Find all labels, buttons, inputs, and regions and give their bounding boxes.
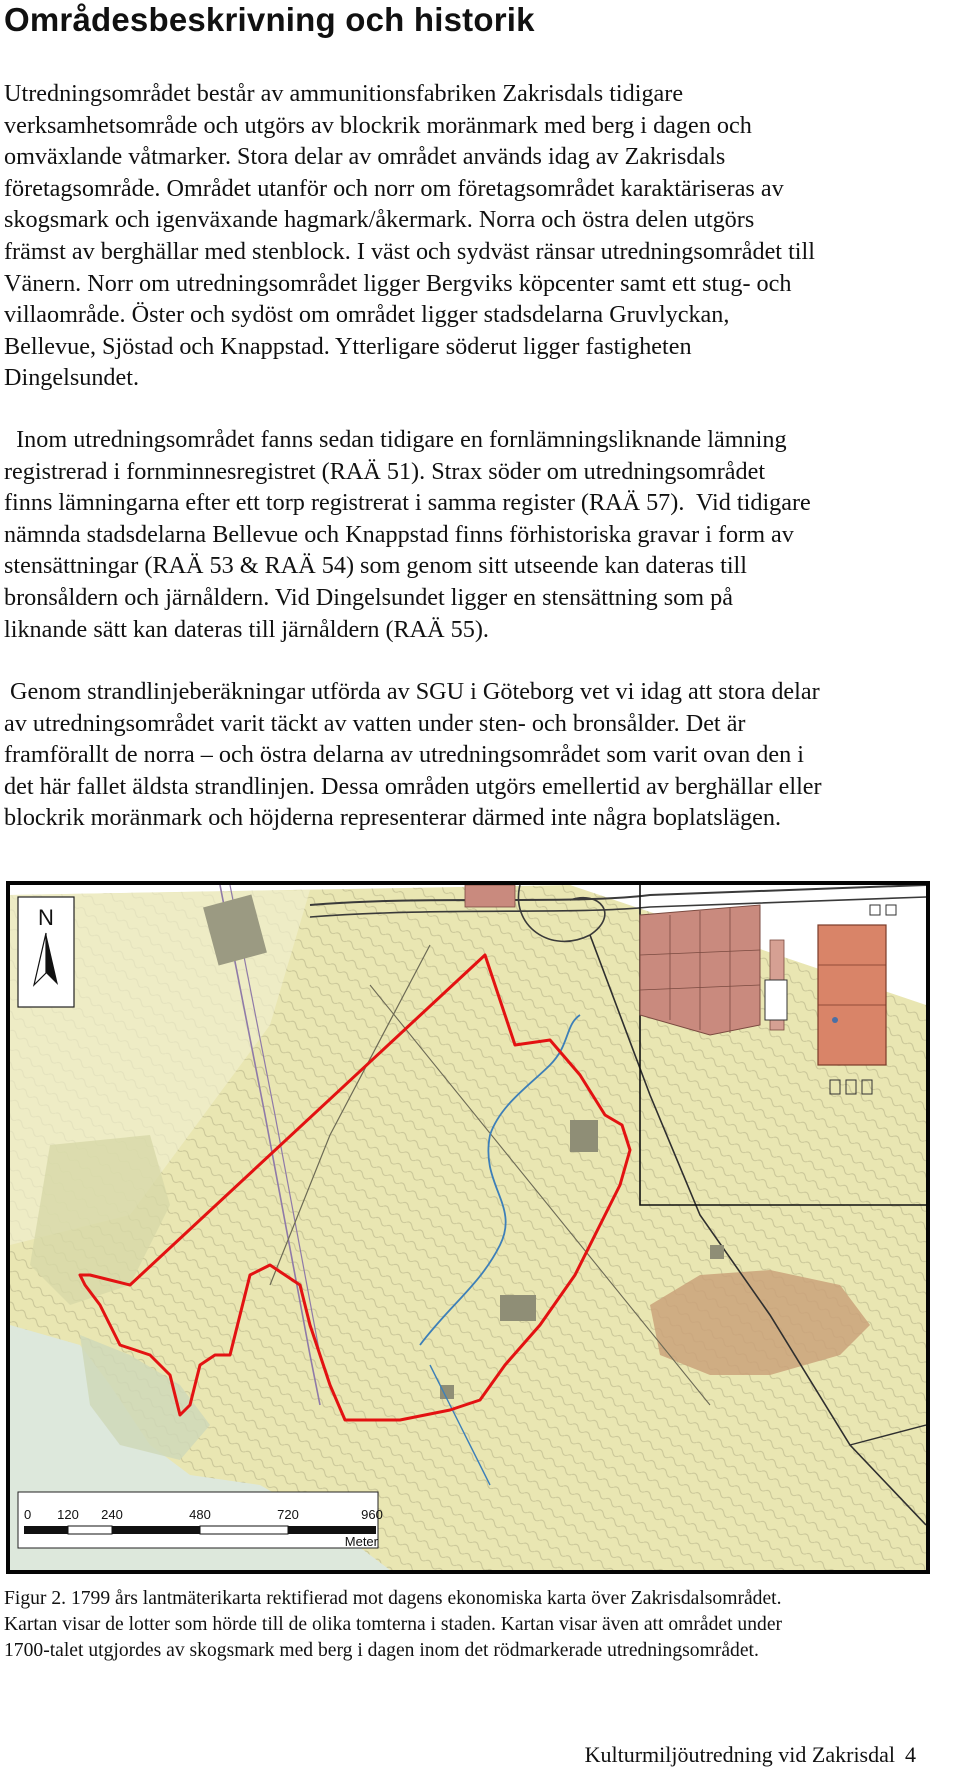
scale-tick-label: 0: [24, 1507, 32, 1522]
footer-title: Kulturmiljöutredning vid Zakrisdal: [584, 1742, 895, 1767]
scale-unit-label: Meter: [344, 1534, 378, 1549]
map-canvas: [10, 885, 926, 1570]
text-line: skogsmark och igenväxande hagmark/åkermark. Norra och östra delen utgörs: [4, 206, 755, 234]
scale-tick-label: 720: [277, 1507, 299, 1522]
scale-tick-label: 240: [101, 1507, 123, 1522]
paragraph-ancient-remains: [4, 424, 958, 645]
north-label: N: [38, 905, 54, 930]
highlighted-buildings: [818, 925, 886, 1065]
scale-tick-label: 120: [57, 1507, 79, 1522]
text-line: liknande sätt kan dateras till järnåldern (RAÄ 55).: [4, 615, 489, 643]
paragraph-shoreline: [4, 676, 958, 834]
paragraph-area-description: [4, 78, 958, 394]
scale-tick-label: 480: [189, 1507, 211, 1522]
caption-line: Kartan visar de lotter som hörde till de olika tomterna i staden. Kartan visar även att området under: [4, 1614, 783, 1635]
text-line: Dingelsundet.: [4, 364, 140, 392]
text-line: företagsområde. Området utanför och norr om företagsområdet karaktäriseras av: [4, 174, 784, 202]
text-line: villaområde. Öster och sydöst om området ligger stadsdelarna Gruvlyckan,: [4, 301, 730, 329]
page-number: 4: [905, 1742, 916, 1767]
page-title: Områdesbeskrivning och historik: [4, 1, 535, 38]
text-line: finns lämningarna efter ett torp registrerat i samma register (RAÄ 57). Vid tidigare: [4, 489, 811, 517]
text-line: Vänern. Norr om utredningsområdet ligger Bergviks köpcenter samt ett stug- och: [4, 269, 792, 297]
caption-line: 1700-talet utgjordes av skogsmark med berg i dagen inom det rödmarkerade utredningsområdet.: [4, 1640, 759, 1661]
scale-tick-label: 960: [361, 1507, 383, 1522]
text-line: nämnda stadsdelarna Bellevue och Knappstad finns förhistoriska gravar i form av: [4, 520, 794, 548]
text-line: Inom utredningsområdet fanns sedan tidigare en fornlämningsliknande lämning: [4, 426, 787, 453]
text-line: blockrik moränmark och höjderna representerar därmed inte några boplatslägen.: [4, 804, 782, 832]
text-line: stensättningar (RAÄ 53 & RAÄ 54) som genom sitt utseende kan dateras till: [4, 552, 747, 580]
text-line: Genom strandlinjeberäkningar utförda av SGU i Göteborg vet vi idag att stora delar: [4, 678, 820, 705]
text-line: Utredningsområdet består av ammunitionsfabriken Zakrisdals tidigare: [4, 80, 684, 107]
text-line: bronsåldern och järnåldern. Vid Dingelsundet ligger en stensättning som på: [4, 583, 733, 611]
text-line: omväxlande våtmarker. Stora delar av området används idag av Zakrisdals: [4, 143, 726, 171]
caption-line: Figur 2. 1799 års lantmäterikarta rektifierad mot dagens ekonomiska karta över Zakrisdalsområdet.: [4, 1588, 782, 1609]
text-line: Bellevue, Sjöstad och Knappstad. Ytterligare söderut ligger fastigheten: [4, 332, 692, 360]
text-line: verksamhetsområde och utgörs av blockrik moränmark med berg i dagen och: [4, 111, 752, 139]
text-line: framförallt de norra – och östra delarna av utredningsområdet som varit ovan den i: [4, 741, 804, 769]
text-line: av utredningsområdet varit täckt av vatten under sten- och bronsålder. Det är: [4, 709, 746, 737]
page-footer: [585, 1742, 916, 1768]
historical-map-figure: [6, 881, 930, 1574]
text-line: främst av berghällar med stenblock. I väst och sydväst ränsar utredningsområdet till: [4, 237, 815, 265]
figure-caption: [4, 1586, 782, 1664]
text-line: registrerad i fornminnesregistret (RAÄ 51). Strax söder om utredningsområdet: [4, 457, 766, 485]
text-line: det här fallet äldsta strandlinjen. Dessa områden utgörs emellertid av berghällar eller: [4, 772, 822, 800]
